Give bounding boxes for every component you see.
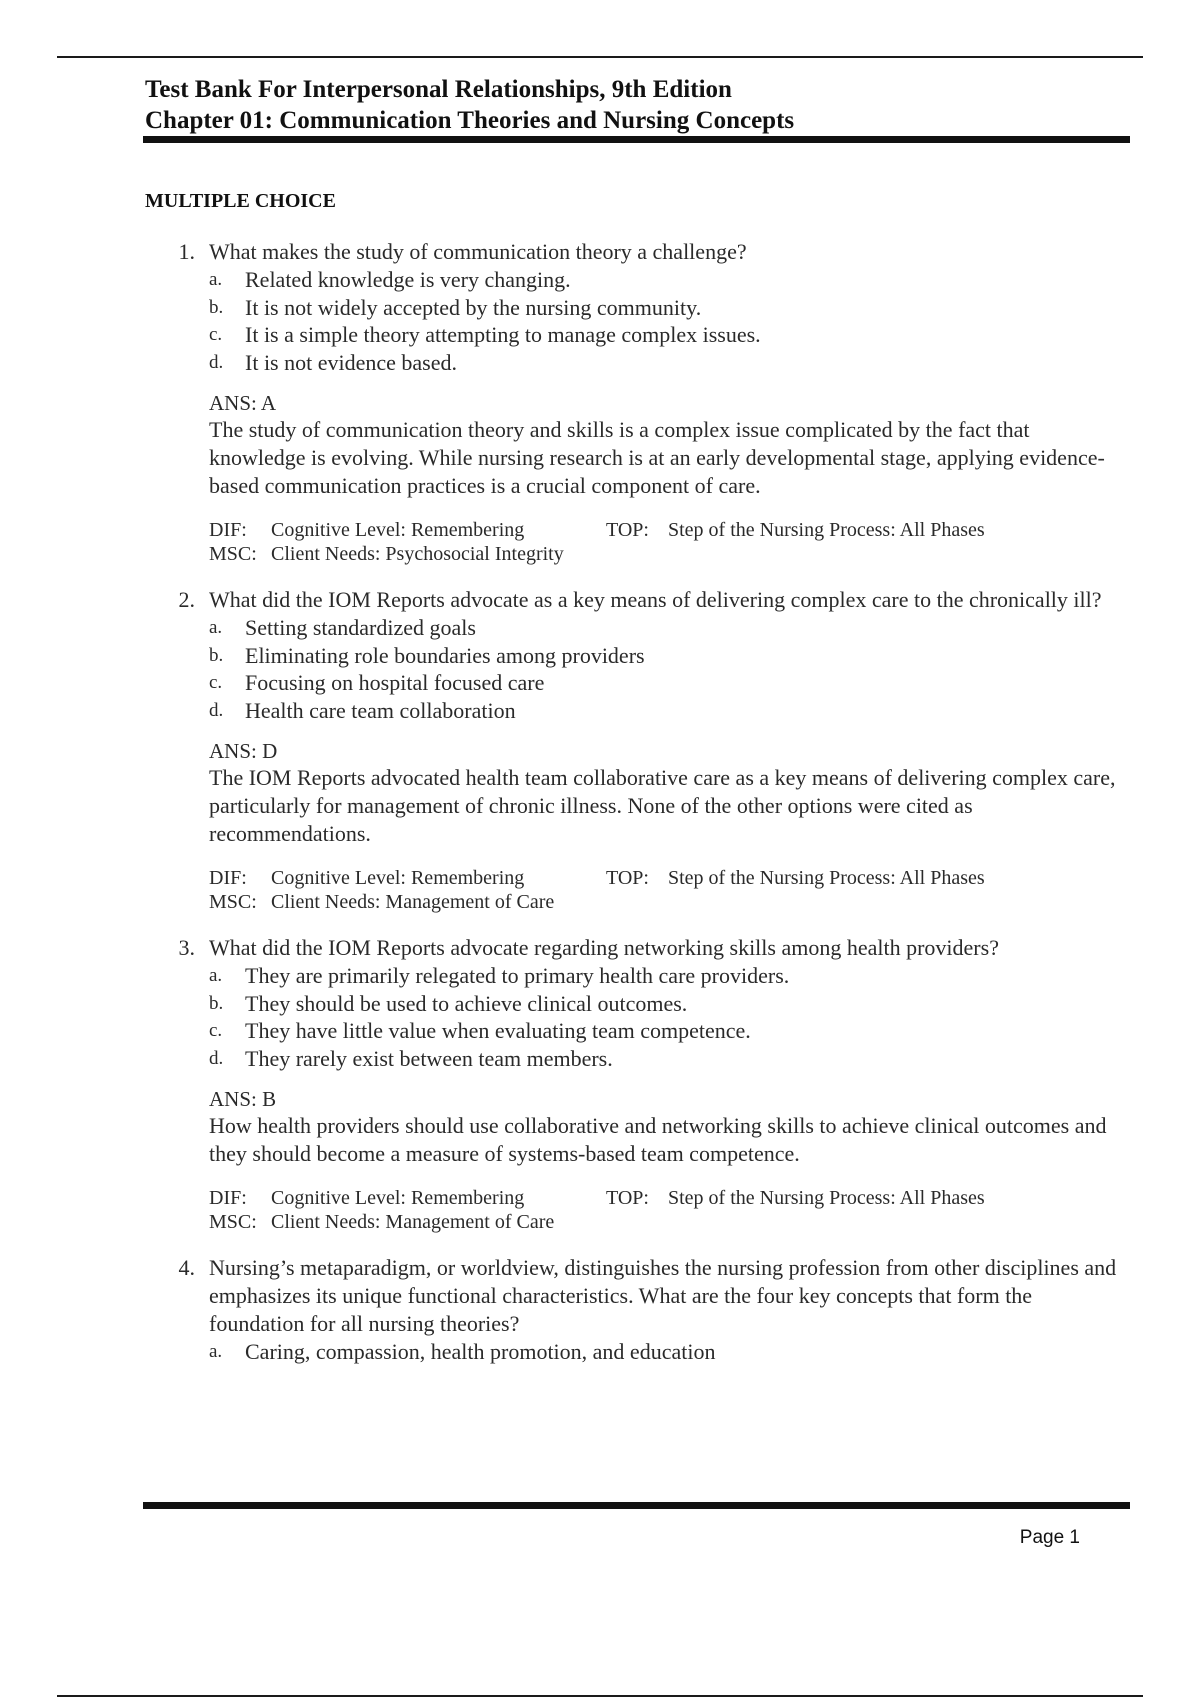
- option-text: It is not widely accepted by the nursing community.: [245, 294, 702, 320]
- dif-value: Cognitive Level: Remembering: [271, 519, 525, 541]
- option-a: [209, 266, 1125, 294]
- top-value: Step of the Nursing Process: All Phases: [668, 1187, 985, 1209]
- option-text: Focusing on hospital focused care: [245, 670, 545, 695]
- top-label: TOP:: [606, 867, 649, 889]
- document-header: [145, 74, 794, 136]
- rationale: How health providers should use collaborative and networking skills to achieve clinical outcomes and they should become a measure of systems-based team competence.: [209, 1113, 1107, 1166]
- metadata: [209, 518, 1125, 566]
- option-letter: b.: [209, 296, 224, 318]
- option-text: It is not evidence based.: [245, 349, 457, 375]
- msc-value: Client Needs: Management of Care: [271, 1211, 555, 1233]
- top-value: Step of the Nursing Process: All Phases: [668, 519, 985, 541]
- option-letter: b.: [209, 992, 224, 1014]
- top-label: TOP:: [606, 519, 649, 541]
- option-text: It is a simple theory attempting to manage complex issues.: [245, 322, 761, 347]
- msc-value: Client Needs: Psychosocial Integrity: [271, 543, 564, 565]
- top-rule: [57, 56, 1143, 58]
- dif-value: Cognitive Level: Remembering: [271, 867, 525, 889]
- option-a: [209, 962, 1125, 990]
- option-letter: d.: [209, 1047, 224, 1069]
- option-letter: c.: [209, 672, 223, 693]
- rationale: The IOM Reports advocated health team collaborative care as a key means of delivering complex care, particularly for management of chronic illness. None of the other options were cited as recommendations.: [209, 765, 1116, 846]
- question-2: [145, 586, 1125, 914]
- metadata: [209, 1186, 1125, 1234]
- option-letter: c.: [209, 324, 223, 345]
- option-letter: a.: [209, 1341, 223, 1362]
- question-3: [145, 934, 1125, 1234]
- section-title: MULTIPLE CHOICE: [145, 190, 336, 212]
- question-text: What did the IOM Reports advocate as a key means of delivering complex care to the chronically ill?: [209, 587, 1102, 612]
- question-text: What makes the study of communication theory a challenge?: [209, 239, 747, 264]
- option-text: Caring, compassion, health promotion, and education: [245, 1339, 716, 1364]
- bottom-rule: [57, 1695, 1143, 1697]
- question-number: 1.: [178, 239, 195, 264]
- option-b: [209, 990, 1125, 1018]
- option-c: [209, 321, 1125, 349]
- page-number: Page 1: [1019, 1527, 1080, 1548]
- option-b: [209, 642, 1125, 670]
- question-1: [145, 238, 1125, 566]
- msc-label: MSC:: [209, 1211, 257, 1233]
- option-c: [209, 669, 1125, 697]
- msc-label: MSC:: [209, 543, 257, 565]
- option-a: [209, 614, 1125, 642]
- question-text: What did the IOM Reports advocate regarding networking skills among health providers?: [209, 935, 999, 960]
- option-text: They rarely exist between team members.: [245, 1045, 613, 1071]
- question-number: 3.: [178, 935, 195, 960]
- dif-value: Cognitive Level: Remembering: [271, 1187, 525, 1209]
- question-text: Nursing’s metaparadigm, or worldview, distinguishes the nursing profession from other disciplines and emphasizes its unique functional characteristics. What are the four key concepts that form the foundation for all nursing theories?: [209, 1255, 1117, 1336]
- option-letter: a.: [209, 965, 223, 986]
- answer-key: ANS: A: [209, 391, 277, 415]
- option-letter: d.: [209, 699, 224, 721]
- footer-divider: [143, 1502, 1130, 1509]
- dif-label: DIF:: [209, 519, 247, 541]
- answer-key: ANS: D: [209, 739, 278, 763]
- option-b: [209, 294, 1125, 322]
- question-number: 2.: [178, 587, 195, 612]
- option-d: [209, 697, 1125, 725]
- option-letter: d.: [209, 351, 224, 373]
- option-text: Related knowledge is very changing.: [245, 267, 571, 292]
- answer-key: ANS: B: [209, 1087, 277, 1111]
- option-text: Setting standardized goals: [245, 615, 476, 640]
- option-text: They have little value when evaluating team competence.: [245, 1018, 751, 1043]
- metadata: [209, 866, 1125, 914]
- question-list: [145, 238, 1125, 1386]
- option-c: [209, 1017, 1125, 1045]
- msc-label: MSC:: [209, 891, 257, 913]
- option-text: They are primarily relegated to primary health care providers.: [245, 963, 790, 988]
- header-divider: [143, 136, 1130, 143]
- option-text: Health care team collaboration: [245, 697, 516, 723]
- option-letter: b.: [209, 644, 224, 666]
- option-d: [209, 1045, 1125, 1073]
- msc-value: Client Needs: Management of Care: [271, 891, 555, 913]
- option-d: [209, 349, 1125, 377]
- option-text: Eliminating role boundaries among providers: [245, 642, 645, 668]
- dif-label: DIF:: [209, 867, 247, 889]
- top-label: TOP:: [606, 1187, 649, 1209]
- book-title: Test Bank For Interpersonal Relationships, 9th Edition: [145, 76, 732, 103]
- question-number: 4.: [178, 1255, 195, 1280]
- top-value: Step of the Nursing Process: All Phases: [668, 867, 985, 889]
- dif-label: DIF:: [209, 1187, 247, 1209]
- option-text: They should be used to achieve clinical outcomes.: [245, 990, 688, 1016]
- option-letter: c.: [209, 1020, 223, 1041]
- question-4: [145, 1254, 1125, 1366]
- rationale: The study of communication theory and skills is a complex issue complicated by the fact that knowledge is evolving. While nursing research is at an early developmental stage, applying evidence-based communication practices is a crucial component of care.: [209, 417, 1105, 498]
- chapter-title: Chapter 01: Communication Theories and Nursing Concepts: [145, 107, 795, 134]
- option-letter: a.: [209, 269, 223, 290]
- option-a: [209, 1338, 1125, 1366]
- option-letter: a.: [209, 617, 223, 638]
